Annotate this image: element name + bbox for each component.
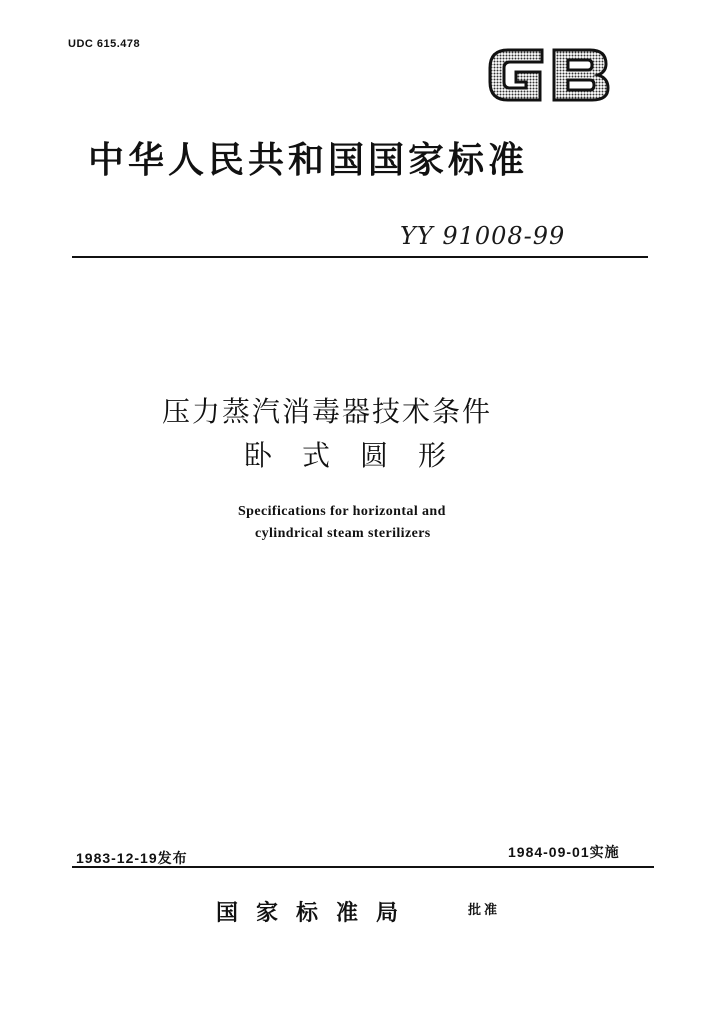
document-title-en-line1: Specifications for horizontal and	[238, 504, 446, 519]
udc-code: UDC 615.478	[68, 38, 141, 50]
issuing-authority: 国家标准局	[216, 901, 417, 926]
document-title-cn-line1: 压力蒸汽消毒器技术条件	[162, 395, 493, 428]
standard-title: 中华人民共和国国家标准	[88, 140, 529, 181]
header-rule	[72, 256, 648, 258]
document-title-en-line2: cylindrical steam sterilizers	[255, 526, 431, 541]
issue-date: 1983-12-19发布	[76, 850, 188, 866]
footer-rule	[72, 866, 654, 868]
standard-number: YY 91008-99	[400, 222, 566, 250]
gb-logo	[478, 36, 618, 112]
document-title-cn-line2: 卧式圆形	[244, 439, 477, 472]
approval-label: 批准	[468, 903, 501, 918]
implementation-date: 1984-09-01实施	[508, 844, 620, 860]
